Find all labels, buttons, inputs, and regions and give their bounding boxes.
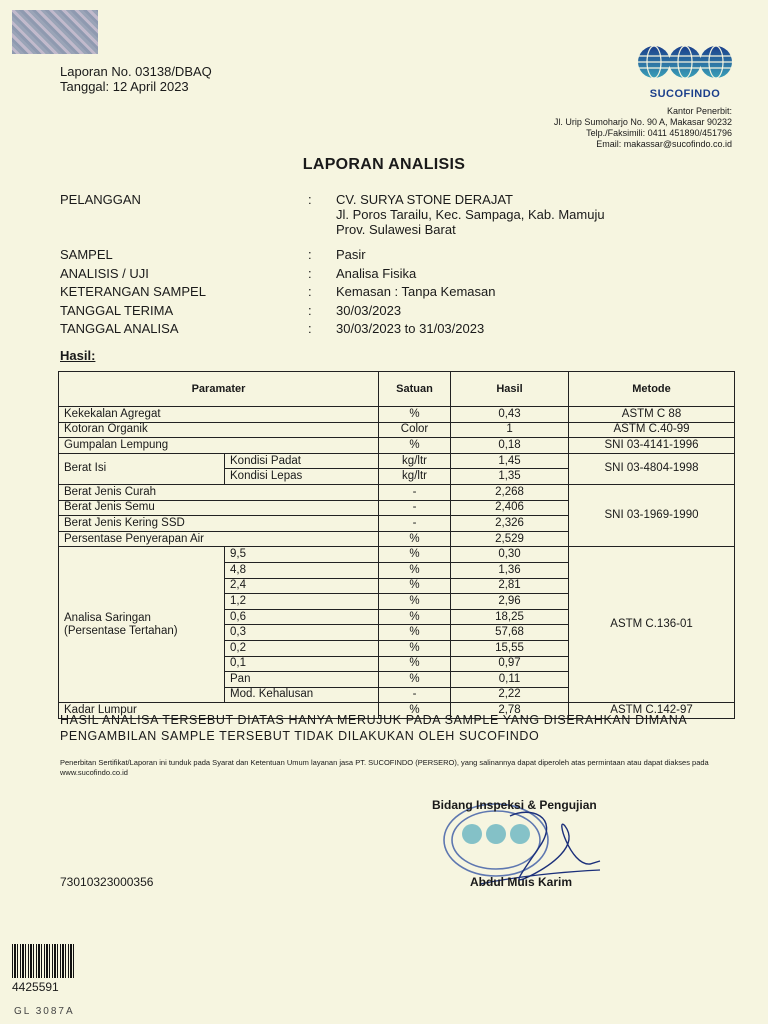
office-line: Telp./Faksimili: 0411 451890/451796 [586, 128, 732, 138]
barcode-icon [12, 944, 74, 978]
terms-fine-print: Penerbitan Sertifikat/Laporan ini tunduk pada Syarat dan Ketentuan Umum layanan jasa PT. SUCOFINDO (PERSERO), yang salinannya dapat diperoleh atas permintaan atau dapat diakses pada www.sucofindo.co.id [60, 758, 709, 777]
subparam-cell: 0,6 [225, 609, 379, 625]
document-title: LAPORAN ANALISIS [302, 156, 466, 173]
unit-cell: - [379, 516, 451, 532]
unit-cell: % [379, 547, 451, 563]
report-header [60, 64, 212, 94]
unit-cell: kg/ltr [379, 453, 451, 469]
unit-cell: % [379, 656, 451, 672]
results-table [58, 371, 734, 719]
info-row-tanggal-analisa [60, 321, 676, 340]
subparam-cell: 0,3 [225, 625, 379, 641]
unit-cell: - [379, 500, 451, 516]
info-label: TANGGAL ANALISA [60, 321, 179, 336]
result-cell: 2,268 [451, 484, 569, 500]
param-line: (Persentase Tertahan) [64, 624, 178, 637]
result-cell: 0,30 [451, 547, 569, 563]
method-cell: ASTM C.136-01 [569, 547, 735, 703]
method-cell: ASTM C 88 [569, 407, 735, 423]
param-cell: Kekekalan Agregat [59, 407, 379, 423]
logo-text: SUCOFINDO [649, 88, 721, 100]
table-header-row [59, 372, 735, 407]
info-colon: : [308, 284, 312, 299]
table-row [59, 453, 735, 469]
param-cell: Persentase Penyerapan Air [59, 531, 379, 547]
footer-code: GL 3087A [14, 1006, 75, 1017]
info-row-analisis [60, 266, 676, 285]
param-cell: Kadar Lumpur [59, 703, 379, 719]
unit-cell: % [379, 531, 451, 547]
disclaimer-notice: HASIL ANALISA TERSEBUT DIATAS HANYA MERUJUK PADA SAMPLE YANG DISERAHKAN DIMANA PENGAMBILAN SAMPLE TERSEBUT TIDAK DILAKUKAN OLEH SUCOFINDO [60, 713, 687, 743]
result-cell: 2,326 [451, 516, 569, 532]
result-cell: 2,96 [451, 594, 569, 610]
unit-cell: % [379, 672, 451, 688]
table-row [59, 484, 735, 500]
subparam-cell: 2,4 [225, 578, 379, 594]
result-cell: 0,97 [451, 656, 569, 672]
unit-cell: % [379, 703, 451, 719]
hologram-sticker [12, 10, 98, 54]
header-metode: Metode [569, 372, 735, 407]
result-cell: 1 [451, 422, 569, 438]
unit-cell: % [379, 562, 451, 578]
param-cell: Gumpalan Lempung [59, 438, 379, 454]
info-value: 30/03/2023 to 31/03/2023 [336, 321, 485, 336]
info-colon: : [308, 192, 312, 207]
header-parameter: Paramater [59, 372, 379, 407]
table-row [59, 547, 735, 563]
info-label: ANALISIS / UJI [60, 265, 149, 281]
info-row-pelanggan [60, 192, 676, 247]
subparam-cell: 0,1 [225, 656, 379, 672]
subparam-cell: 9,5 [225, 547, 379, 563]
param-cell: Berat Jenis Curah [59, 484, 379, 500]
office-line: Email: makassar@sucofindo.co.id [596, 139, 732, 149]
method-cell: SNI 03-4141-1996 [569, 438, 735, 454]
param-cell: Kotoran Organik [59, 422, 379, 438]
report-date: Tanggal: 12 April 2023 [60, 79, 189, 94]
info-row-keterangan [60, 284, 676, 303]
subparam-cell: Kondisi Lepas [225, 469, 379, 485]
unit-cell: % [379, 594, 451, 610]
info-value: 30/03/2023 [336, 302, 402, 318]
result-cell: 2,78 [451, 703, 569, 719]
subparam-cell: Mod. Kehalusan [225, 687, 379, 703]
result-cell: 2,529 [451, 531, 569, 547]
office-line: Kantor Penerbit: [666, 106, 732, 116]
unit-cell: Color [379, 422, 451, 438]
result-cell: 0,43 [451, 407, 569, 423]
param-cell: Berat Jenis Semu [59, 500, 379, 516]
info-row-sampel [60, 247, 676, 266]
signatory-name: Abdul Muis Karim [470, 875, 573, 889]
header-satuan: Satuan [379, 372, 451, 407]
unit-cell: % [379, 578, 451, 594]
method-cell: ASTM C.40-99 [569, 422, 735, 438]
header-hasil: Hasil [451, 372, 569, 407]
table-row [59, 438, 735, 454]
unit-cell: % [379, 625, 451, 641]
office-line: Jl. Urip Sumoharjo No. 90 A, Makasar 90232 [553, 117, 732, 127]
info-colon: : [308, 302, 312, 318]
param-cell [59, 547, 225, 703]
result-cell: 2,81 [451, 578, 569, 594]
info-colon: : [308, 321, 312, 336]
serial-number: 73010323000356 [60, 875, 154, 889]
subparam-cell: 1,2 [225, 594, 379, 610]
result-cell: 18,25 [451, 609, 569, 625]
subparam-cell: Kondisi Padat [225, 453, 379, 469]
table-row [59, 422, 735, 438]
info-label: TANGGAL TERIMA [60, 302, 174, 318]
info-colon: : [308, 265, 312, 281]
unit-cell: % [379, 609, 451, 625]
report-number: Laporan No. 03138/DBAQ [60, 64, 212, 79]
table-row [59, 407, 735, 423]
info-value: Pasir [336, 247, 366, 262]
info-label: SAMPEL [60, 247, 113, 262]
subparam-cell: Pan [225, 672, 379, 688]
unit-cell: - [379, 687, 451, 703]
info-value: Analisa Fisika [336, 265, 417, 281]
subparam-cell: 4,8 [225, 562, 379, 578]
result-cell: 57,68 [451, 625, 569, 641]
result-cell: 1,45 [451, 453, 569, 469]
barcode-number: 4425591 [12, 980, 59, 994]
info-value: Kemasan : Tanpa Kemasan [336, 284, 496, 299]
info-label: KETERANGAN SAMPEL [60, 284, 206, 299]
param-cell: Berat Jenis Kering SSD [59, 516, 379, 532]
customer-province: Prov. Sulawesi Barat [336, 222, 456, 237]
result-cell: 2,406 [451, 500, 569, 516]
result-cell: 1,36 [451, 562, 569, 578]
results-label: Hasil: [60, 348, 96, 363]
info-label: PELANGGAN [60, 192, 141, 207]
info-row-tanggal-terima [60, 303, 676, 322]
method-cell: SNI 03-1969-1990 [569, 484, 735, 546]
info-colon: : [308, 247, 312, 262]
result-cell: 0,11 [451, 672, 569, 688]
unit-cell: - [379, 484, 451, 500]
result-cell: 1,35 [451, 469, 569, 485]
customer-info [60, 192, 676, 340]
result-cell: 0,18 [451, 438, 569, 454]
unit-cell: % [379, 438, 451, 454]
signatory-department: Bidang Inspeksi & Pengujian [432, 798, 597, 812]
unit-cell: % [379, 640, 451, 656]
subparam-cell: 0,2 [225, 640, 379, 656]
customer-address: Jl. Poros Tarailu, Kec. Sampaga, Kab. Mamuju [336, 207, 605, 222]
method-cell: ASTM C.142-97 [569, 703, 735, 719]
unit-cell: kg/ltr [379, 469, 451, 485]
unit-cell: % [379, 407, 451, 423]
param-cell: Berat Isi [59, 453, 225, 484]
office-address [554, 106, 732, 150]
customer-name: CV. SURYA STONE DERAJAT [336, 192, 513, 207]
result-cell: 15,55 [451, 640, 569, 656]
info-value [336, 192, 676, 247]
param-line: Analisa Saringan [64, 611, 151, 624]
result-cell: 2,22 [451, 687, 569, 703]
method-cell: SNI 03-4804-1998 [569, 453, 735, 484]
